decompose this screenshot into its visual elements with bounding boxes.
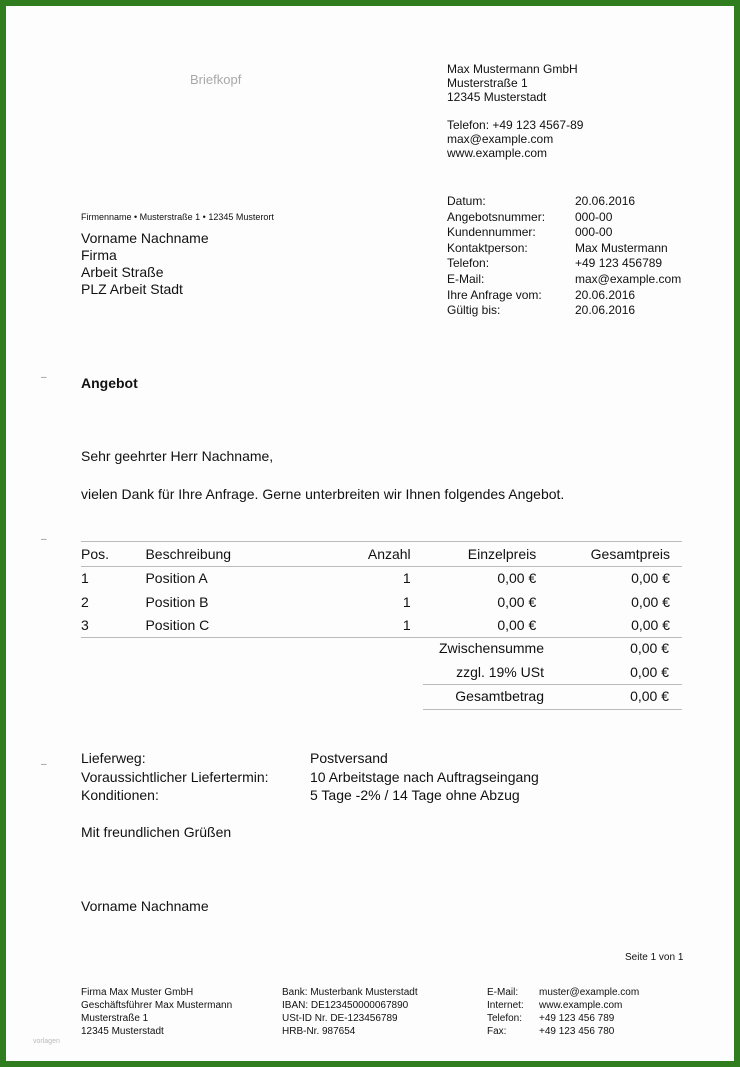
sender-company: Max Mustermann GmbH [447, 62, 578, 76]
footer-line: Geschäftsführer Max Mustermann [81, 1000, 233, 1011]
signature-name: Vorname Nachname [81, 898, 209, 914]
cell-quantity: 1 [402, 593, 411, 610]
header-pos: Pos. [81, 542, 145, 567]
sender-email: max@example.com [447, 132, 554, 146]
header-description: Beschreibung [145, 542, 340, 567]
fold-mark: – [41, 759, 47, 770]
recipient-address [81, 230, 209, 298]
items-table [81, 541, 682, 638]
footer-line: Internet: www.example.com [487, 1000, 623, 1011]
salutation: Sehr geehrter Herr Nachname, [81, 448, 274, 464]
letterhead-placeholder: Briefkopf [190, 72, 242, 87]
cell-description: Position B [145, 593, 209, 610]
fold-mark: – [41, 534, 47, 545]
grand-total-row: Gesamtbetrag 0,00 € [423, 684, 682, 710]
cell-unit-price: 0,00 € [497, 570, 537, 587]
header-unit-price: Einzelpreis [411, 542, 537, 567]
recipient-city: PLZ Arbeit Stadt [81, 281, 183, 297]
footer-line: Fax: +49 123 456 780 [487, 1026, 615, 1037]
footer-line: Musterstraße 1 [81, 1013, 149, 1024]
cell-unit-price: 0,00 € [497, 593, 537, 610]
footer-line: E-Mail: muster@example.com [487, 987, 640, 998]
table-row [81, 614, 682, 638]
fold-mark: – [41, 372, 47, 383]
footer-line: USt-ID Nr. DE-123456789 [282, 1013, 398, 1024]
sender-city: 12345 Musterstadt [447, 90, 547, 104]
sender-street: Musterstraße 1 [447, 76, 528, 90]
header-total-price: Gesamtpreis [536, 542, 682, 567]
footer-line: HRB-Nr. 987654 [282, 1026, 356, 1037]
subtotal-row: Zwischensumme 0,00 € [438, 640, 669, 656]
cell-pos: 3 [81, 614, 145, 638]
footer-contact [487, 986, 639, 1038]
table-header-row [81, 542, 682, 567]
sender-web: www.example.com [447, 146, 548, 160]
return-address: Firmenname • Musterstraße 1 • 12345 Musterort [81, 212, 274, 222]
intro-text: vielen Dank für Ihre Anfrage. Gerne unterbreiten wir Ihnen folgendes Angebot. [81, 486, 565, 502]
cell-total-price: 0,00 € [631, 593, 670, 610]
cell-total-price: 0,00 € [536, 614, 682, 638]
sender-phone: Telefon: +49 123 4567-89 [447, 118, 584, 132]
cell-pos: 1 [81, 570, 89, 587]
header-quantity: Anzahl [341, 542, 411, 567]
footer-line: Firma Max Muster GmbH [81, 987, 194, 998]
cell-pos: 2 [81, 593, 89, 610]
cell-description: Position C [145, 614, 340, 638]
cell-quantity: 1 [402, 570, 411, 587]
totals-block [423, 637, 682, 710]
table-row [81, 566, 682, 590]
watermark: vorlagen [33, 1038, 60, 1045]
cell-description: Position A [145, 570, 208, 587]
cell-total-price: 0,00 € [631, 570, 670, 587]
tax-row: zzgl. 19% USt 0,00 € [456, 663, 669, 680]
recipient-company: Firma [81, 247, 117, 263]
cell-unit-price: 0,00 € [411, 614, 537, 638]
document-page: Briefkopf Max Mustermann GmbH Musterstraße 1 12345 Musterstadt Telefon: +49 123 4567-89 max@example.com www.example.com Datum: 20.06.2016 Angebotsnummer: 000-00 Kundennummer: 000-00 Kontaktperson: Max Mustermann Telefon: +49 123 456789 E-Mail: max@example.com Ihre Anfrage vom: 20.06.2016 Gültig bis: 20.06.2016 Firmenname • Musterstraße 1 • 12345 Musterort Vorname Nachname Firma Arbeit Straße PLZ Arbeit Stadt – – – Angebot Sehr geehrter Herr Nachname, vielen Dank für Ihre Anfrage. Gerne unterbreiten wir Ihnen folgendes Angebot. Pos. Beschreibung Anzahl Einzelpreis Gesamtpreis 1 Position A 1 0,00 € 0,00 € 2 Position B 1 0,00 € 0,00 € 3 Position C 1 0,00 € 0,00 € Zwischensumme 0,00 € zzgl. 19% USt 0,00 € Gesamtbetrag 0,00 € Lieferweg: Postversand Voraussichtlicher Liefertermin: 10 Arbeitstage nach Auftragseingang Konditionen: 5 Tage -2% / 14 Tage ohne Abzug Mit freundlichen Grüßen Vorname Nachname Seite 1 von 1 Firma Max Muster GmbH Geschäftsführer Max Mustermann Musterstraße 1 12345 Musterstadt Bank: Musterbank Musterstadt IBAN: DE123450000067890 USt-ID Nr. DE-123456789 HRB-Nr. 987654 E-Mail: muster@example.com Internet: www.example.com Telefon: +49 123 456 789 Fax: +49 123 456 780 vorlagen [0, 0, 740, 1067]
sender-block [447, 62, 583, 160]
recipient-name: Vorname Nachname [81, 230, 209, 246]
footer-line: Telefon: +49 123 456 789 [487, 1013, 615, 1024]
closing: Mit freundlichen Grüßen [81, 824, 232, 840]
subject: Angebot [81, 375, 138, 391]
footer-line: 12345 Musterstadt [81, 1026, 164, 1037]
footer-line: IBAN: DE123450000067890 [282, 1000, 409, 1011]
footer-company [81, 986, 232, 1038]
footer-line: Bank: Musterbank Musterstadt [282, 987, 418, 998]
page-number: Seite 1 von 1 [625, 952, 684, 963]
cell-quantity: 1 [341, 614, 411, 638]
footer-bank [282, 986, 418, 1038]
table-row [81, 590, 682, 614]
recipient-street: Arbeit Straße [81, 264, 164, 280]
